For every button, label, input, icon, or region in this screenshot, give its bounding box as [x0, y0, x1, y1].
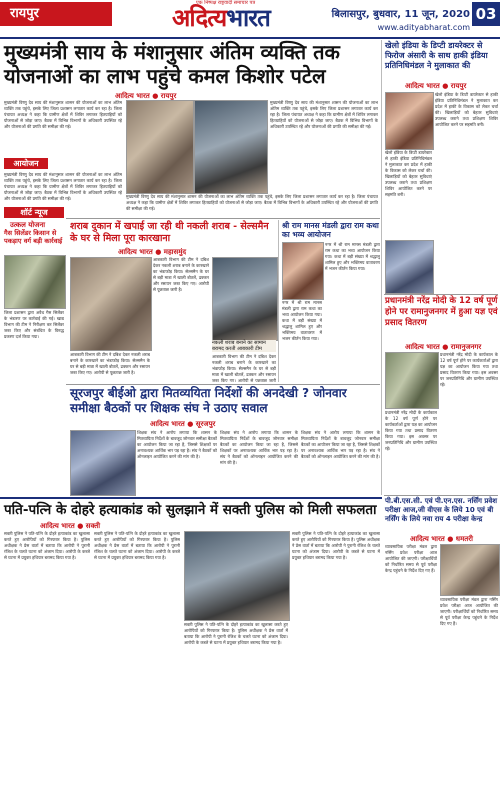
lead-byline: आदित्य भारत ● रायपुर [115, 92, 177, 100]
masthead [0, 0, 500, 38]
murder-body-col2: सक्ती पुलिस ने पति-पत्नि के दोहरे हत्याकांड का खुलासा करते हुए आरोपियों को गिरफ्तार किया है। पुलिस अधीक्षक ने प्रेस वार्ता में बताया कि आरोपी ने पुरानी रंजिश के चलते घटना को अंजाम दिया। आरोपी के कब्जे से घटना में प्रयुक्त हथियार बरामद किया गया है। [94, 531, 180, 560]
ram-katha-headline: श्री राम मानस मंडली द्वारा राम कथा का भव्य आयोजन [282, 221, 379, 239]
logo-text [172, 1, 270, 34]
bsc-body-col1: व्यावसायिक परीक्षा मंडल द्वारा नर्सिंग प्रवेश परीक्षा आज आयोजित की जाएगी। परीक्षार्थियों को निर्धारित समय से पूर्व परीक्षा केन्द्र पहुंचने के निर्देश दिए गए हैं। [385, 544, 437, 573]
murder-photo [184, 531, 290, 621]
ram-katha-body-col1: नगर में श्री राम मानस मंडली द्वारा राम कथा का भव्य आयोजन किया गया। कथा में बड़ी संख्या में श्रद्धालु शामिल हुए और भक्तिमय वातावरण में भजन कीर्तन किया गया। [282, 300, 322, 341]
newspaper-logo [150, 0, 325, 36]
logo-text-right: भारत [226, 3, 270, 32]
beo-body-col3: शिक्षक संघ ने आरोप लगाया कि शासन के मितव्ययिता निर्देशों के बावजूद जोनवार समीक्षा बैठकों का आयोजन किया जा रहा है, जिससे शिक्षकों पर अनावश्यक आर्थिक भार पड़ रहा है। संघ ने बैठकों को ऑनलाइन आयोजित करने की मांग की है। [220, 430, 298, 465]
short-news-label: शॉर्ट न्यूज [4, 207, 64, 218]
liquor-byline: आदित्य भारत ● महासमुंद [118, 248, 187, 256]
pm-modi-byline: आदित्य भारत ● रामानुजनगर [405, 343, 482, 351]
liquor-body-col1: आबकारी विभाग की टीम ने दबिश देकर नकली शराब बनाने के कारखाने का भंडाफोड़ किया। सेल्समैन के घर से बड़ी मात्रा में खाली बोतलें, ढक्कन और रसायन जब्त किए गए। आरोपी से पूछताछ जारी है। [70, 352, 150, 375]
right-top-photo-2 [385, 240, 434, 294]
divider-bsc [384, 495, 498, 496]
lead-body-col1: मुख्यमंत्री विष्णु देव साय की मंशानुसार शासन की योजनाओं का लाभ अंतिम व्यक्ति तक पहुंचे, इसके लिए जिला प्रशासन लगातार कार्य कर रहा है। जिला पंचायत अध्यक्ष ने कहा कि ग्रामीण क्षेत्रों में शिविर लगाकर हितग्राहियों को योजनाओं से जोड़ा जाए। बैठक में विभिन्न विभागों के अधिकारी उपस्थित रहे और योजनाओं की प्रगति की समीक्षा की गई। [4, 100, 122, 129]
right-top-body-col2: खेलो इंडिया के डिप्टी डायरेक्टर से हाकी इंडिया प्रतिनिधिमंडल ने मुलाकात कर प्रदेश में हाकी के विकास को लेकर चर्चा की। खिलाड़ियों को बेहतर सुविधाएं उपलब्ध कराने तथा प्रशिक्षण शिविर आयोजित करने पर सहमति बनी। [435, 92, 498, 127]
beo-byline: आदित्य भारत ● सूरजपुर [150, 420, 216, 428]
ram-katha-photo [282, 242, 324, 300]
lead-headline: मुख्यमंत्री साय के मंशानुसार अंतिम व्यक्ति तक योजनाओं का लाभ पहुंचे कमल किशोर पटेल [4, 40, 340, 88]
beo-body-col2: शिक्षक संघ ने आरोप लगाया कि शासन के मितव्ययिता निर्देशों के बावजूद जोनवार समीक्षा बैठकों का आयोजन किया जा रहा है, जिससे शिक्षकों पर अनावश्यक आर्थिक भार पड़ रहा है। संघ ने बैठकों को ऑनलाइन आयोजित करने की मांग की है। [137, 430, 217, 459]
right-top-body-col1: खेलो इंडिया के डिप्टी डायरेक्टर से हाकी इंडिया प्रतिनिधिमंडल ने मुलाकात कर प्रदेश में हाकी के विकास को लेकर चर्चा की। खिलाड़ियों को बेहतर सुविधाएं उपलब्ध कराने तथा प्रशिक्षण शिविर आयोजित करने पर सहमति बनी। [385, 150, 432, 197]
logo-tagline: एक निष्पक्ष राष्ट्रवादी समाचार पत्र [196, 0, 256, 6]
murder-body-col1: सक्ती पुलिस ने पति-पत्नि के दोहरे हत्याकांड का खुलासा करते हुए आरोपियों को गिरफ्तार किया है। पुलिस अधीक्षक ने प्रेस वार्ता में बताया कि आरोपी ने पुरानी रंजिश के चलते घटना को अंजाम दिया। आरोपी के कब्जे से घटना में प्रयुक्त हथियार बरामद किया गया है। [4, 531, 90, 560]
murder-headline: पति-पत्नि के दोहरे हत्याकांड को सुलझाने में सक्ती पुलिस को मिली सफलता [4, 502, 377, 518]
dateline: बिलासपुर, बुधवार, 11 जून, 2020 [331, 9, 470, 20]
lead-body-col3: मुख्यमंत्री विष्णु देव साय की मंशानुसार शासन की योजनाओं का लाभ अंतिम व्यक्ति तक पहुंचे, इसके लिए जिला प्रशासन लगातार कार्य कर रहा है। जिला पंचायत अध्यक्ष ने कहा कि ग्रामीण क्षेत्रों में शिविर लगाकर हितग्राहियों को योजनाओं से जोड़ा जाए। बैठक में विभिन्न विभागों के अधिकारी उपस्थित रहे और योजनाओं की प्रगति की समीक्षा की गई। [126, 194, 378, 211]
right-top-photo-1 [385, 92, 434, 150]
website-url: www.adityabharat.com [377, 23, 470, 32]
lead-photo-2 [194, 100, 268, 194]
liquor-body-col3: आबकारी विभाग की टीम ने दबिश देकर नकली शराब बनाने के कारखाने का भंडाफोड़ किया। सेल्समैन के घर से बड़ी मात्रा में खाली बोतलें, ढक्कन और रसायन जब्त किए गए। आरोपी से पूछताछ जारी [212, 354, 276, 382]
liquor-photo-2 [212, 257, 278, 341]
column-divider-ram [278, 220, 279, 382]
divider-murder [0, 497, 382, 499]
right-top-headline: खेलो इंडिया के डिप्टी डायरेक्टर से फिरोज अंसारी के साथ हाकी इंडिया प्रतिनिधिमंडल ने मुलाकात की [385, 41, 488, 70]
lead-photo-1 [126, 100, 194, 194]
murder-byline: आदित्य भारत ● सक्ती [40, 522, 101, 530]
murder-body-col3: सक्ती पुलिस ने पति-पत्नि के दोहरे हत्याकांड का खुलासा करते हुए आरोपियों को गिरफ्तार किया है। पुलिस अधीक्षक ने प्रेस वार्ता में बताया कि आरोपी ने पुरानी रंजिश के चलते घटना को अंजाम दिया। आरोपी के कब्जे से घटना में प्रयुक्त हथियार बरामद किया गया है। [184, 622, 288, 645]
lead-body-col1b: मुख्यमंत्री विष्णु देव साय की मंशानुसार शासन की योजनाओं का लाभ अंतिम व्यक्ति तक पहुंचे, इसके लिए जिला प्रशासन लगातार कार्य कर रहा है। जिला पंचायत अध्यक्ष ने कहा कि ग्रामीण क्षेत्रों में शिविर लगाकर हितग्राहियों को योजनाओं से जोड़ा जाए। बैठक में विभिन्न विभागों के अधिकारी उपस्थित रहे और योजनाओं की प्रगति की समीक्षा की गई। [4, 172, 122, 201]
beo-body-col4: शिक्षक संघ ने आरोप लगाया कि शासन के मितव्ययिता निर्देशों के बावजूद जोनवार समीक्षा बैठकों का आयोजन किया जा रहा है, जिससे शिक्षकों पर अनावश्यक आर्थिक भार पड़ रहा है। संघ ने बैठकों को ऑनलाइन आयोजित करने की मांग की है। [301, 430, 380, 459]
short-news-headline: गैस सिलेंडर किसान से पकड़ाए वर्ग बड़ी कार्रवाई [4, 229, 63, 245]
right-top-byline: आदित्य भारत ● रायपुर [405, 82, 467, 90]
beo-photo [70, 430, 136, 496]
bsc-photo [440, 544, 500, 596]
pm-modi-body-col2: प्रधानमंत्री नरेंद्र मोदी के कार्यकाल के 12 वर्ष पूर्ण होने पर कार्यकर्ताओं द्वारा यज्ञ का आयोजन किया गया तथा प्रसाद वितरण किया गया। इस अवसर पर जनप्रतिनिधि और ग्रामीण उपस्थित रहे। [440, 352, 498, 387]
divider-beo [66, 384, 380, 385]
liquor-photo-1 [70, 257, 152, 351]
lead-body-col2: मुख्यमंत्री विष्णु देव साय की मंशानुसार शासन की योजनाओं का लाभ अंतिम व्यक्ति तक पहुंचे, इसके लिए जिला प्रशासन लगातार कार्य कर रहा है। जिला पंचायत अध्यक्ष ने कहा कि ग्रामीण क्षेत्रों में शिविर लगाकर हितग्राहियों को योजनाओं से जोड़ा जाए। बैठक में विभिन्न विभागों के अधिकारी उपस्थित रहे और योजनाओं की प्रगति की समीक्षा की गई। [270, 100, 378, 129]
liquor-headline: शराब दुकान में खपाई जा रही थी नकली शराब - सेल्समैन के घर से मिला पूरा कारखाना [70, 221, 269, 244]
bsc-headline: पी.बी.एस.सी. एवं पी.एन.एस. नर्सिंग प्रवेश परीक्षा आज,जी वीएस के लिये 10 एवं बी नर्सिंग के लिये नवा राय 4 परीक्षा केन्द्र [385, 497, 498, 523]
column-divider-right [381, 40, 382, 495]
page-number: 03 [472, 2, 500, 26]
bsc-byline: आदित्य भारत ● धमतरी [410, 535, 473, 543]
beo-headline: सूरजपुर बीईओ द्वारा मितव्ययिता निर्देशों की अनदेखी ? जोनवार समीक्षा बैठकों पर शिक्षक संघ ने उठाए सवाल [70, 386, 347, 415]
masthead-rule [0, 37, 500, 39]
city-label: रायपुर [0, 2, 112, 26]
liquor-caption: नकली शराब बनाने का सामान बरामद करती आबकारी टीम [212, 340, 276, 352]
short-news-photo [4, 255, 66, 309]
ram-katha-body-col2: नगर में श्री राम मानस मंडली द्वारा राम कथा का भव्य आयोजन किया गया। कथा में बड़ी संख्या में श्रद्धालु शामिल हुए और भक्तिमय वातावरण में भजन कीर्तन किया गया। [325, 242, 380, 271]
short-news-body: जिला प्रशासन द्वारा अवैध गैस सिलेंडर के भंडारण पर कार्रवाई की गई। खाद्य विभाग की टीम ने निरीक्षण कर सिलेंडर जब्त किए और संबंधित के विरुद्ध प्रकरण दर्ज किया गया। [4, 310, 64, 339]
liquor-body-col2: आबकारी विभाग की टीम ने दबिश देकर नकली शराब बनाने के कारखाने का भंडाफोड़ किया। सेल्समैन के घर से बड़ी मात्रा में खाली बोतलें, ढक्कन और रसायन जब्त किए गए। आरोपी से पूछताछ जारी है। [153, 257, 209, 292]
pm-modi-body-col1: प्रधानमंत्री नरेंद्र मोदी के कार्यकाल के 12 वर्ष पूर्ण होने पर कार्यकर्ताओं द्वारा यज्ञ का आयोजन किया गया तथा प्रसाद वितरण किया गया। इस अवसर पर जनप्रतिनिधि और ग्रामीण उपस्थित रहे। [385, 410, 437, 451]
divider-pm [384, 294, 498, 295]
pm-modi-photo [385, 352, 439, 409]
logo-text-left: अदित्य [172, 3, 227, 32]
short-news-title: उत्कल योजना [10, 221, 46, 229]
murder-body-col4: सक्ती पुलिस ने पति-पत्नि के दोहरे हत्याकांड का खुलासा करते हुए आरोपियों को गिरफ्तार किया है। पुलिस अधीक्षक ने प्रेस वार्ता में बताया कि आरोपी ने पुरानी रंजिश के चलते घटना को अंजाम दिया। आरोपी के कब्जे से घटना में प्रयुक्त हथियार बरामद किया गया है। [292, 531, 380, 560]
bsc-body-col2: व्यावसायिक परीक्षा मंडल द्वारा नर्सिंग प्रवेश परीक्षा आज आयोजित की जाएगी। परीक्षार्थियों को निर्धारित समय से पूर्व परीक्षा केन्द्र पहुंचने के निर्देश दिए गए हैं। [440, 597, 498, 626]
pm-modi-headline: प्रधानमंत्री नरेंद्र मोदी के 12 वर्ष पूर्ण होने पर रामानुजनगर में हुआ यज्ञ एवं प्रसाद वितरण [385, 296, 498, 328]
divider-liquor [66, 218, 380, 219]
section-label-aayojan: आयोजन [4, 158, 48, 169]
